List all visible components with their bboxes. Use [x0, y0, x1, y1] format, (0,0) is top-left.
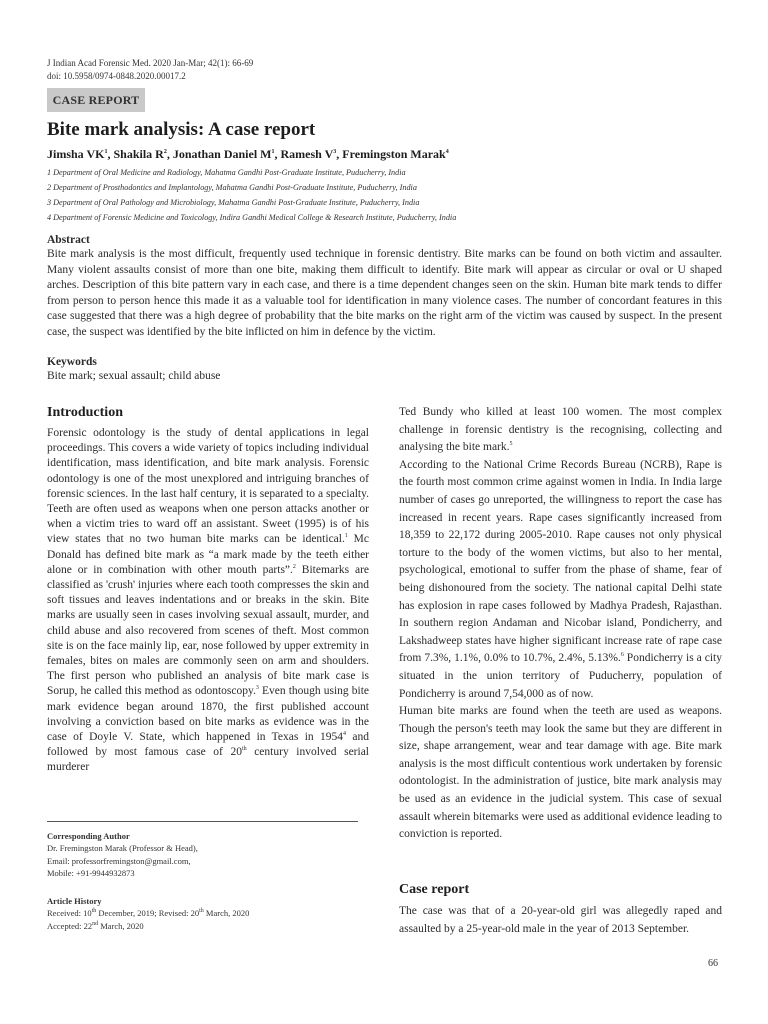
article-history	[47, 895, 249, 932]
introduction-heading: Introduction	[47, 405, 123, 420]
history-accepted	[47, 920, 249, 932]
author-name: Ramesh V	[280, 147, 334, 161]
citation-ref: 2	[292, 564, 296, 570]
author-affil-sup: 2	[163, 149, 167, 155]
introduction-paragraph	[399, 404, 722, 457]
affiliation: 3 Department of Oral Pathology and Microbiology, Mahatma Gandhi Post-Graduate Institute, Puducherry, India	[47, 198, 420, 207]
text-run: Pondicherry is a city situated in the union territory of Puducherry, population of Pondicherry is around 7,54,000 as of now.	[399, 652, 722, 700]
case-report-text: The case was that of a 20-year-old girl was allegedly raped and assaulted by a 25-year-old male in the year of 2013 September.	[399, 905, 722, 935]
affiliation: 2 Department of Prosthodontics and Implantology, Mahatma Gandhi Post-Graduate Institute, Puducherry, India	[47, 183, 417, 192]
author-affil-sup: 1	[271, 149, 275, 155]
affiliation-list	[47, 165, 456, 225]
superscript: th	[91, 908, 97, 915]
author-name: Jonathan Daniel M	[172, 147, 272, 161]
journal-doi: doi: 10.5958/0974-0848.2020.00017.2	[47, 71, 186, 81]
citation-ref: 6	[620, 652, 624, 659]
corresponding-author	[47, 830, 198, 880]
text-run: and followed by most famous case of 20	[47, 731, 369, 759]
history-heading: Article History	[47, 896, 102, 906]
text-run: March, 2020	[98, 920, 144, 931]
page-number: 66	[708, 958, 718, 969]
introduction-paragraph	[399, 457, 722, 703]
author-affil-sup: 1	[104, 149, 108, 155]
keywords-heading: Keywords	[47, 356, 97, 368]
author-affil-sup: 3	[333, 149, 337, 155]
case-report-heading: Case report	[399, 882, 470, 897]
text-run: century involved serial murderer	[47, 746, 369, 774]
author-name: Jimsha VK	[47, 147, 105, 161]
text-run: Bitemarks are classified as 'crush' injuries where each tooth compresses the skin and soft tissues and leaves indentations and or breaks in the skin. Bite marks are usually seen in cases involving sexual assault, murder, and child abuse and also recovered from scenes of theft. Most common site is on the face mainly lip, ear, nose followed by upper extremity in females, bites on males are commonly seen on arm and shoulders. The first person who published an analysis of bite mark case is Sorup, he called this method as odontoscopy.	[47, 563, 369, 698]
citation-ref: 1	[344, 533, 348, 540]
introduction-left-column	[47, 426, 369, 776]
corresponding-name: Dr. Fremingston Marak (Professor & Head),	[47, 843, 198, 854]
author-list: Jimsha $VK^1$, Shakila $R^2$, Jonathan Daniel $M^1$, Ramesh $V^3$, Fremingston Marak$^4$	[47, 147, 449, 161]
introduction-paragraph: Human bite marks are found when the teeth are used as weapons. Though the person's teeth may look the same but they are different in size, shape arrangement, wear and tear damage with age. Bite mark analysis is the most difficult contentious work undertaken by forensic odontologist. In the administration of justice, bite mark analysis may be used as an evidence in the judicial system. This case of sexual assault wherein bitemarks were used as additional evidence leading to conviction is reported.	[399, 705, 722, 841]
history-received	[47, 907, 249, 919]
text-run: December, 2019; Revised: 20	[96, 908, 200, 919]
text-run: Forensic odontology is the study of dental applications in legal proceedings. This covers a wide variety of topics including individual identification, mass identification, and bite mark analysis. Forensic odontology is one of the most unexplored and intriguing branches of forensic sciences. In the last half century, it is separated to a specialty. Teeth are often used as weapons when one person attacks another or when a victim tries to ward off an assistant. Sweet (1995) is of his view states that no two human bite marks can be identical.	[47, 427, 369, 546]
text-run: Mc Donald has defined bite mark as “a mark made by the teeth either alone or in combination with other mouth parts”.	[47, 533, 369, 576]
journal-header	[47, 57, 253, 83]
affiliation: 4 Department of Forensic Medicine and Toxicology, Indira Gandhi Medical College & Research Institute, Puducherry, India	[47, 213, 457, 222]
superscript: nd	[92, 920, 99, 927]
keywords-text: Bite mark; sexual assault; child abuse	[47, 370, 221, 382]
footnote-divider	[47, 821, 358, 822]
case-report-badge: CASE REPORT	[47, 88, 145, 112]
text-run: Even though using bite mark evidence began around 1870, the first published account involving a conviction based on bite marks as evidence was in the case of Doyle V. State, which happened in Texas in 1954	[47, 685, 369, 744]
text-run: Accepted: 22	[47, 920, 93, 931]
abstract-text: Bite mark analysis is the most difficult, frequently used technique in forensic dentistry. Bite marks can be found on both victim and assaulter. Many violent assaults consist of more than one bite, making them difficult to identify. Bite mark will appear as circular or oval or U shaped arches. Description of this bite pattern vary in each case, and there is a time dependent changes seen on the skin. Human bite mark tends to differ from person to person hence this made it as a valuable tool for identification in many violence cases. The number of concordant features in this case suggested that there was a high degree of probability that the bite marks on the right arm of the victim was caused by suspect. In the present case, the suspect was identified by the bite inflicted on him in defence by the victim.	[47, 248, 722, 338]
author-affil-sup: 4	[445, 149, 449, 155]
introduction-right-column	[399, 404, 722, 844]
author-name: Shakila R	[113, 147, 164, 161]
citation-ref: 3	[255, 685, 259, 692]
introduction-paragraph	[47, 426, 369, 776]
superscript: th	[199, 908, 204, 915]
corresponding-mobile: Mobile: +91-9944932873	[47, 868, 135, 879]
corresponding-email: Email: professorfremingston@gmail.com,	[47, 855, 191, 866]
superscript: th	[241, 746, 247, 753]
citation-ref: 5	[509, 441, 513, 448]
journal-citation: J Indian Acad Forensic Med. 2020 Jan-Mar; 42(1): 66-69	[47, 58, 254, 68]
citation-ref: 4	[343, 731, 347, 738]
abstract-heading: Abstract	[47, 234, 90, 246]
text-run: Received: 10	[47, 908, 92, 919]
text-run: March, 2020	[203, 908, 250, 919]
author-name: Fremingston Marak	[342, 147, 446, 161]
affiliation: 1 Department of Oral Medicine and Radiology, Mahatma Gandhi Post-Graduate Institute, Puducherry, India	[47, 168, 406, 177]
corresponding-heading: Corresponding Author	[47, 831, 130, 841]
text-run: According to the National Crime Records Bureau (NCRB), Rape is the fourth most common crime against women in India. In India large number of cases go unreported, the willingness to report the case has increased in recent years. Rape cases significantly increased from 18,359 to 22,172 during 2005-2010. Rape causes not only physical torture to the body of the women victims, but also to her mental, psychological, emotional to suffer from the phase of shame, fear of being dishonoured from the society. The national capital Delhi state has explosion in rape cases followed by Madhya Pradesh, Rajasthan. In southern region Andaman and Nicobar island, Pondicherry, and Lakshadweep states have higher significant increase rate of rape case from 7.3%, 1.1%, 0.0% to 10.7%, 2.4%, 5.13%.	[399, 458, 722, 665]
text-run: Ted Bundy who killed at least 100 women. The most complex challenge in forensic dentistry is the recognising, collecting and analysing the bite mark.	[399, 406, 722, 454]
article-title: Bite mark analysis: A case report	[47, 119, 316, 140]
